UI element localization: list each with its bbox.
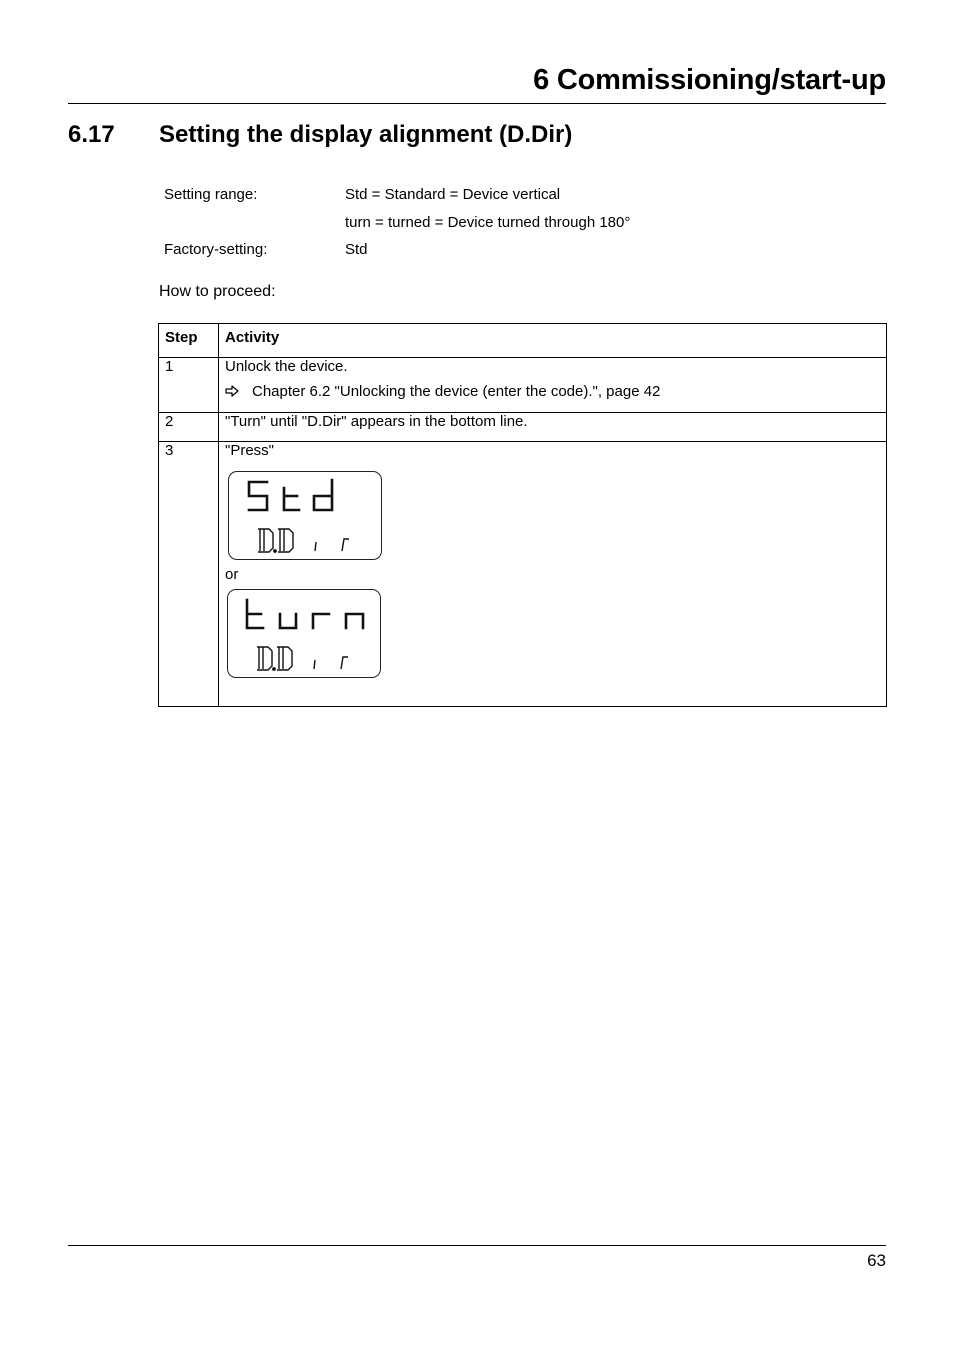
- lcd-std-graphic: [229, 472, 380, 558]
- step-number: 2: [159, 413, 219, 442]
- header-activity: Activity: [219, 324, 887, 358]
- how-to-proceed: How to proceed:: [159, 283, 276, 300]
- page-number: 63: [867, 1251, 886, 1270]
- table-row: [159, 358, 887, 413]
- table-row: [159, 442, 887, 707]
- setting-range-value-turn: turn = turned = Device turned through 180°: [345, 213, 631, 231]
- lcd-turn-graphic: [228, 590, 379, 676]
- step-activity: [219, 442, 887, 707]
- arrow-right-icon: [225, 383, 252, 400]
- section-title: [68, 121, 572, 149]
- header-rule: [68, 103, 886, 104]
- setting-range-label: Setting range:: [164, 186, 258, 203]
- lcd-display-turn: [227, 589, 381, 678]
- or-text: or: [225, 566, 239, 583]
- section-heading: Setting the display alignment (D.Dir): [159, 121, 573, 148]
- activity-text: Unlock the device.: [225, 358, 348, 375]
- steps-table: [158, 323, 887, 707]
- header-step: Step: [159, 324, 219, 358]
- step-activity: [219, 358, 887, 413]
- footer-rule: [68, 1245, 886, 1246]
- step-number: 1: [159, 358, 219, 413]
- step-activity: "Turn" until "D.Dir" appears in the bottom line.: [219, 413, 887, 442]
- factory-setting-value: Std: [345, 241, 368, 258]
- table-header-row: [159, 324, 887, 358]
- chapter-title: 6 Commissioning/start-up: [533, 64, 886, 96]
- activity-text: "Press": [225, 442, 274, 459]
- setting-range-value-std: Std = Standard = Device vertical: [345, 186, 561, 203]
- section-number: 6.17: [68, 121, 115, 148]
- step-number: 3: [159, 442, 219, 707]
- lcd-display-std: [228, 471, 382, 560]
- cross-reference[interactable]: [225, 383, 880, 400]
- reference-text: Chapter 6.2 "Unlocking the device (enter the code).", page 42: [252, 383, 661, 400]
- factory-setting-label: Factory-setting:: [164, 241, 268, 258]
- table-row: [159, 413, 887, 442]
